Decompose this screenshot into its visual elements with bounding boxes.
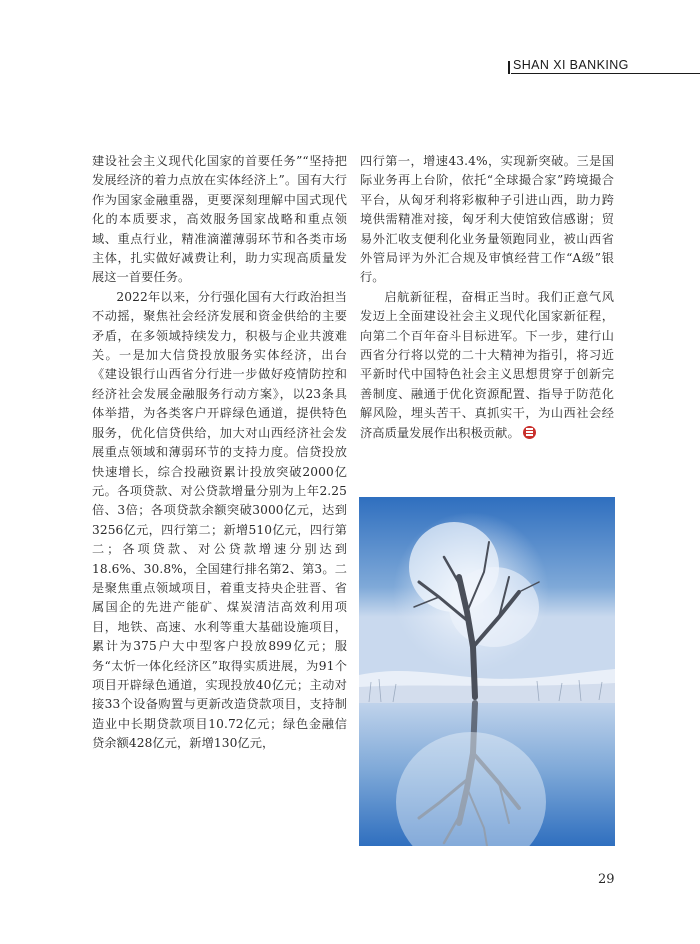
paragraph-closing bbox=[360, 288, 614, 443]
section-header: SHAN XI BANKING bbox=[513, 58, 629, 72]
paragraph: 建设社会主义现代化国家的首要任务”“坚持把发展经济的着力点放在实体经济上”。国有大行作为国家金融重器，更要深刻理解中国式现代化的本质要求，高效服务国家战略和重点领域、重点行业，精准滴灌薄弱环节和各类市场主体，扎实做好减费让利，助力实现高质量发展这一首要任务。 bbox=[92, 154, 347, 285]
article-right-column bbox=[360, 152, 614, 443]
paragraph: 2022年以来，分行强化国有大行政治担当不动摇，聚焦社会经济发展和资金供给的主要矛盾，在多领域持续发力，积极与企业共渡难关。一是加大信贷投放服务实体经济，出台《建设银行山西省分行进一步做好疫情防控和经济社会发展金融服务行动方案》，以23条具体举措，为各类客户开辟绿色通道，提供特色服务，优化信贷供给，加大对山西经济社会发展重点领域和薄弱环节的支持力度。信贷投放快速增长，综合投融资累计投放突破2000亿元。各项贷款、对公贷款增量分别为上年2.25倍、3倍；各项贷款余额突破3000亿元，达到3256亿元，四行第二；新增510亿元，四行第二；各项贷款、对公贷款增速分别达到18.6%、30.8%，全国建行排名第2、第3。二是聚焦重点领域项目，着重支持央企驻晋、省属国企的先进产能矿、煤炭清洁高效利用项目，地铁、高速、水利等重大基础设施项目，累计为375户大中型客户投放899亿元；服务“太忻一体化经济区”取得实质进展，为91个项目开辟绿色通道，实现投放40亿元；主动对接33个设备购置与更新改造贷款项目，支持制造业中长期贷款项目10.72亿元；绿色金融信贷余额428亿元，新增130亿元， bbox=[92, 289, 347, 751]
article-left-column bbox=[92, 152, 347, 754]
page-number: 29 bbox=[598, 872, 615, 887]
article-end-icon bbox=[523, 426, 536, 439]
header-divider-mark bbox=[508, 61, 510, 74]
paragraph: 四行第一，增速43.4%，实现新突破。三是国际业务再上台阶，依托“全球撮合家”跨境撮合平台，从匈牙利将彩椒种子引进山西，助力跨境供需精准对接，匈牙利大使馆致信感谢；贸易外汇收支便利化业务量领跑同业，被山西省外管局评为外汇合规及审慎经营工作“A级”银行。 bbox=[360, 154, 614, 285]
winter-tree-photo bbox=[359, 497, 615, 846]
paragraph-text: 启航新征程，奋楫正当时。我们正意气风发迈上全面建设社会主义现代化国家新征程，向第二个百年奋斗目标进军。下一步，建行山西省分行将以党的二十大精神为指引，将习近平新时代中国特色社会主义思想贯穿于创新完善制度、融通于优化资源配置、指导于防范化解风险，埋头苦干、真抓实干，为山西社会经济高质量发展作出积极贡献。 bbox=[360, 289, 614, 440]
header-rule bbox=[511, 73, 700, 74]
